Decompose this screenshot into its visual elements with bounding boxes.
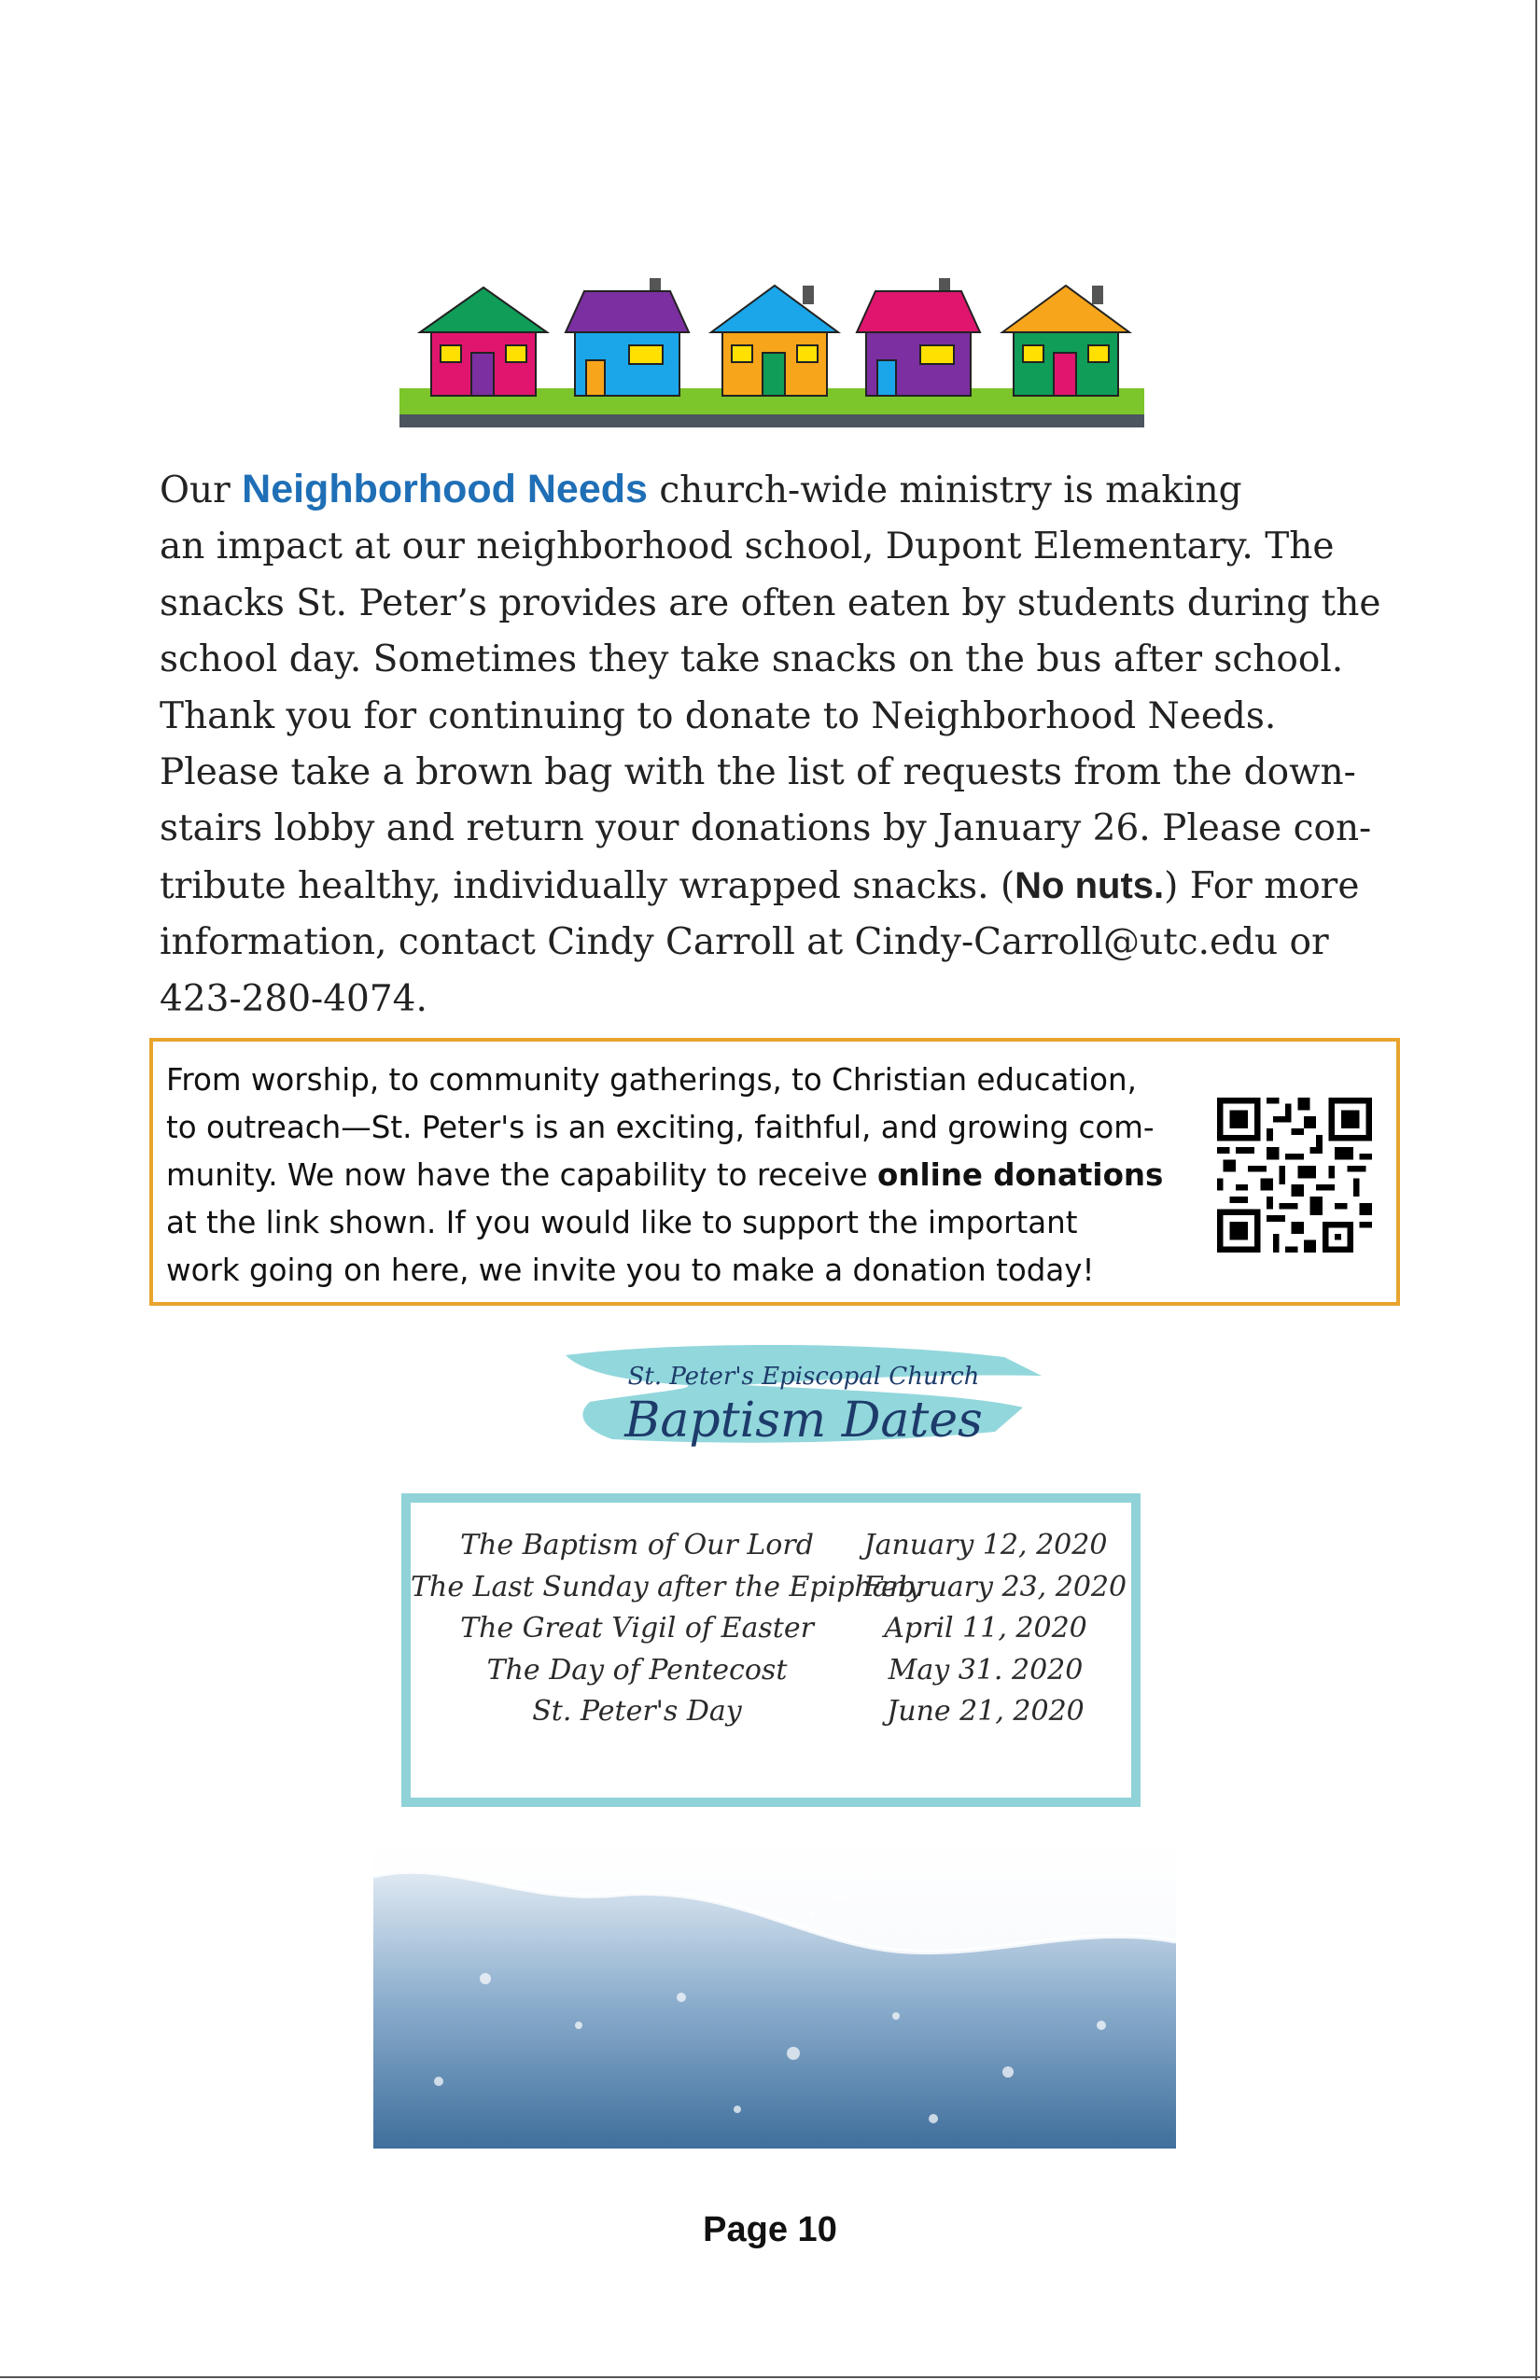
page-edge-right	[1535, 0, 1537, 2380]
nn-line-6: Please take a brown bag with the list of requests from the down-	[160, 751, 1356, 794]
baptism-event: The Day of Pentecost	[486, 1653, 788, 1687]
neighborhood-needs-paragraph	[160, 461, 1382, 1028]
baptism-date: January 12, 2020	[863, 1529, 1108, 1561]
page-edge-bottom	[0, 2376, 1540, 2378]
baptism-event: The Baptism of Our Lord	[460, 1529, 814, 1561]
nn-line-1-suffix: church-wide ministry is making	[647, 469, 1242, 511]
nn-line-8-suffix: ) For more	[1164, 864, 1360, 907]
baptism-event: The Great Vigil of Easter	[460, 1612, 814, 1645]
qr-code-icon[interactable]	[1217, 1098, 1372, 1253]
house-2	[566, 278, 689, 396]
online-donations-box	[149, 1038, 1400, 1306]
baptism-date: May 31. 2020	[888, 1653, 1084, 1687]
baptism-row	[411, 1571, 1131, 1613]
baptism-date: June 21, 2020	[887, 1695, 1085, 1728]
nn-line-3: snacks St. Peter’s provides are often eaten by students during the	[160, 581, 1381, 624]
nn-line-2: an impact at our neighborhood school, Dupont Elementary. The	[160, 525, 1335, 568]
nn-line-8	[160, 858, 1382, 915]
nn-line-1	[160, 461, 1382, 519]
water-splash-image	[373, 1839, 1176, 2149]
donation-line-2: to outreach—St. Peter's is an exciting, faithful, and growing com-	[166, 1110, 1155, 1145]
donation-line-3	[166, 1152, 1211, 1199]
baptism-dates-frame	[401, 1493, 1141, 1807]
house-5	[1002, 286, 1129, 396]
baptism-row	[411, 1612, 1131, 1654]
baptism-dates-header	[556, 1337, 1051, 1462]
donation-line-3-prefix: munity. We now have the capability to receive	[166, 1157, 877, 1193]
baptism-row	[411, 1654, 1131, 1696]
nn-line-1-prefix: Our	[160, 469, 243, 511]
donation-line-4: at the link shown. If you would like to support the important	[166, 1205, 1078, 1240]
donation-line-5: work going on here, we invite you to make a donation today!	[166, 1253, 1095, 1288]
ministry-name: Neighborhood Needs	[242, 467, 648, 511]
no-nuts-note: No nuts.	[1015, 864, 1165, 906]
nn-line-10: 423-280-4074.	[160, 977, 427, 1020]
baptism-dates-table	[411, 1529, 1131, 1737]
baptism-date: April 11, 2020	[884, 1612, 1087, 1645]
nn-line-4: school day. Sometimes they take snacks on the bus after school.	[160, 638, 1344, 681]
online-donations-label: online donations	[877, 1157, 1164, 1193]
baptism-row	[411, 1695, 1131, 1737]
baptism-date: February 23, 2020	[863, 1570, 1127, 1603]
houses-illustration	[399, 278, 1144, 427]
baptism-event: The Last Sunday after the Epiphany	[411, 1570, 923, 1603]
house-3	[711, 286, 838, 396]
baptism-row	[411, 1529, 1131, 1571]
donation-text	[166, 1057, 1211, 1295]
baptism-title: Baptism Dates	[624, 1393, 983, 1449]
house-4	[857, 278, 980, 396]
baptism-event: St. Peter's Day	[532, 1695, 742, 1728]
nn-line-5: Thank you for continuing to donate to Neighborhood Needs.	[160, 694, 1277, 737]
nn-line-7: stairs lobby and return your donations by January 26. Please con-	[160, 807, 1372, 850]
house-1	[420, 287, 547, 396]
page-number: Page 10	[703, 2210, 837, 2249]
donation-line-1: From worship, to community gatherings, to Christian education,	[166, 1062, 1137, 1098]
nn-line-9: information, contact Cindy Carroll at Cindy-Carroll@utc.edu or	[160, 921, 1329, 964]
nn-line-8-prefix: tribute healthy, individually wrapped snacks. (	[160, 864, 1015, 907]
church-name: St. Peter's Episcopal Church	[627, 1363, 980, 1391]
